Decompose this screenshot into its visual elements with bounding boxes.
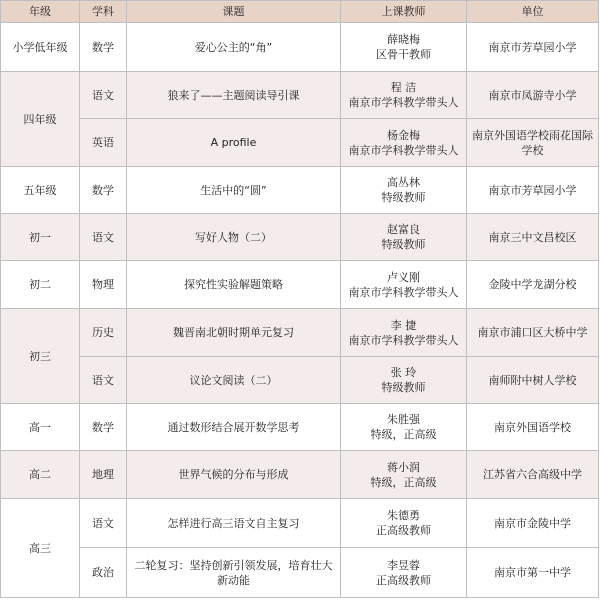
topic-cell: 魏晋南北朝时期单元复习 bbox=[127, 309, 341, 357]
subject-cell: 语文 bbox=[80, 214, 127, 261]
table-row bbox=[1, 357, 599, 404]
header-unit: 单位 bbox=[467, 1, 599, 23]
subject-cell: 英语 bbox=[80, 119, 127, 167]
table-row bbox=[1, 404, 599, 451]
header-topic: 课题 bbox=[127, 1, 341, 23]
unit-cell: 南京市凤游寺小学 bbox=[467, 72, 599, 119]
teacher-cell bbox=[341, 357, 467, 404]
grade-cell: 四年级 bbox=[1, 72, 80, 167]
teacher-name: 程 洁 bbox=[390, 81, 417, 94]
teacher-name: 朱胜强 bbox=[387, 413, 420, 426]
subject-cell: 历史 bbox=[80, 309, 127, 357]
subject-cell: 物理 bbox=[80, 261, 127, 309]
unit-cell: 金陵中学龙湖分校 bbox=[467, 261, 599, 309]
table-header-row bbox=[1, 1, 599, 23]
teacher-title: 南京市学科教学带头人 bbox=[348, 285, 459, 299]
teacher-cell bbox=[341, 548, 467, 598]
grade-cell: 高三 bbox=[1, 499, 80, 598]
teacher-name: 卢义刚 bbox=[387, 270, 420, 284]
unit-cell: 南京三中文昌校区 bbox=[467, 214, 599, 261]
table-row bbox=[1, 214, 599, 261]
subject-cell: 语文 bbox=[80, 499, 127, 548]
topic-cell: 写好人物（二） bbox=[127, 214, 341, 261]
subject-cell: 数学 bbox=[80, 23, 127, 72]
unit-cell: 南京市芳草园小学 bbox=[467, 23, 599, 72]
table-row bbox=[1, 548, 599, 598]
table-row bbox=[1, 72, 599, 119]
topic-cell: 二轮复习：坚持创新引领发展，培育壮大新动能 bbox=[127, 548, 341, 598]
teacher-title: 特级教师 bbox=[381, 381, 426, 394]
grade-cell: 五年级 bbox=[1, 167, 80, 214]
topic-cell: A profile bbox=[127, 119, 341, 167]
topic-cell: 探究性实验解题策略 bbox=[127, 261, 341, 309]
subject-cell: 语文 bbox=[80, 72, 127, 119]
subject-cell: 语文 bbox=[80, 357, 127, 404]
unit-cell: 南京市金陵中学 bbox=[467, 499, 599, 548]
teacher-name: 张 玲 bbox=[390, 366, 417, 379]
table-row bbox=[1, 499, 599, 548]
grade-cell: 高二 bbox=[1, 451, 80, 499]
topic-cell: 怎样进行高三语文自主复习 bbox=[127, 499, 341, 548]
teacher-name: 薛晓梅 bbox=[387, 33, 420, 46]
teacher-name: 李昱蓉 bbox=[387, 558, 420, 572]
teacher-title: 特级教师 bbox=[381, 238, 426, 251]
teacher-cell bbox=[341, 167, 467, 214]
teacher-title: 区骨干教师 bbox=[376, 48, 431, 61]
teacher-cell bbox=[341, 309, 467, 357]
table-row bbox=[1, 23, 599, 72]
teacher-name: 蒋小润 bbox=[387, 460, 420, 474]
teacher-cell bbox=[341, 499, 467, 548]
unit-cell: 南京市第一中学 bbox=[467, 548, 599, 598]
header-teacher: 上课教师 bbox=[341, 1, 467, 23]
unit-cell: 南京外国语学校 bbox=[467, 404, 599, 451]
topic-cell: 爱心公主的“角” bbox=[127, 23, 341, 72]
subject-cell: 数学 bbox=[80, 404, 127, 451]
teacher-title: 正高级教师 bbox=[376, 524, 431, 537]
table-row bbox=[1, 309, 599, 357]
grade-cell: 初一 bbox=[1, 214, 80, 261]
teacher-cell bbox=[341, 214, 467, 261]
teacher-name: 赵富良 bbox=[387, 223, 420, 236]
teacher-title: 南京市学科教学带头人 bbox=[348, 143, 459, 157]
topic-cell: 生活中的“圆” bbox=[127, 167, 341, 214]
grade-cell: 小学低年级 bbox=[1, 23, 80, 72]
unit-cell: 江苏省六合高级中学 bbox=[467, 451, 599, 499]
subject-cell: 地理 bbox=[80, 451, 127, 499]
teacher-cell bbox=[341, 451, 467, 499]
teacher-title: 南京市学科教学带头人 bbox=[348, 96, 459, 109]
teacher-cell bbox=[341, 404, 467, 451]
teacher-title: 特级，正高级 bbox=[370, 428, 437, 441]
table-row bbox=[1, 451, 599, 499]
teacher-title: 特级教师 bbox=[381, 191, 426, 204]
teacher-cell bbox=[341, 72, 467, 119]
topic-cell: 狼来了——主题阅读导引课 bbox=[127, 72, 341, 119]
teacher-title: 南京市学科教学带头人 bbox=[348, 333, 459, 347]
topic-cell: 通过数形结合展开数学思考 bbox=[127, 404, 341, 451]
topic-cell: 世界气候的分布与形成 bbox=[127, 451, 341, 499]
subject-cell: 政治 bbox=[80, 548, 127, 598]
grade-cell: 高一 bbox=[1, 404, 80, 451]
teacher-cell bbox=[341, 119, 467, 167]
header-subject: 学科 bbox=[80, 1, 127, 23]
teacher-title: 正高级教师 bbox=[376, 573, 431, 587]
teacher-cell bbox=[341, 23, 467, 72]
teacher-name: 杨金梅 bbox=[387, 128, 420, 142]
teacher-name: 高丛林 bbox=[387, 176, 420, 189]
topic-cell: 议论文阅读（二） bbox=[127, 357, 341, 404]
unit-cell: 南京市浦口区大桥中学 bbox=[467, 309, 599, 357]
teacher-name: 朱德勇 bbox=[387, 509, 420, 522]
unit-cell: 南京外国语学校雨花国际学校 bbox=[467, 119, 599, 167]
unit-cell: 南京市芳草园小学 bbox=[467, 167, 599, 214]
grade-cell: 初二 bbox=[1, 261, 80, 309]
table-row bbox=[1, 261, 599, 309]
subject-cell: 数学 bbox=[80, 167, 127, 214]
unit-cell: 南师附中树人学校 bbox=[467, 357, 599, 404]
table-row bbox=[1, 119, 599, 167]
table-row bbox=[1, 167, 599, 214]
grade-cell: 初三 bbox=[1, 309, 80, 404]
teacher-name: 李 捷 bbox=[390, 318, 417, 332]
teacher-cell bbox=[341, 261, 467, 309]
teacher-title: 特级，正高级 bbox=[370, 475, 437, 489]
header-grade: 年级 bbox=[1, 1, 80, 23]
